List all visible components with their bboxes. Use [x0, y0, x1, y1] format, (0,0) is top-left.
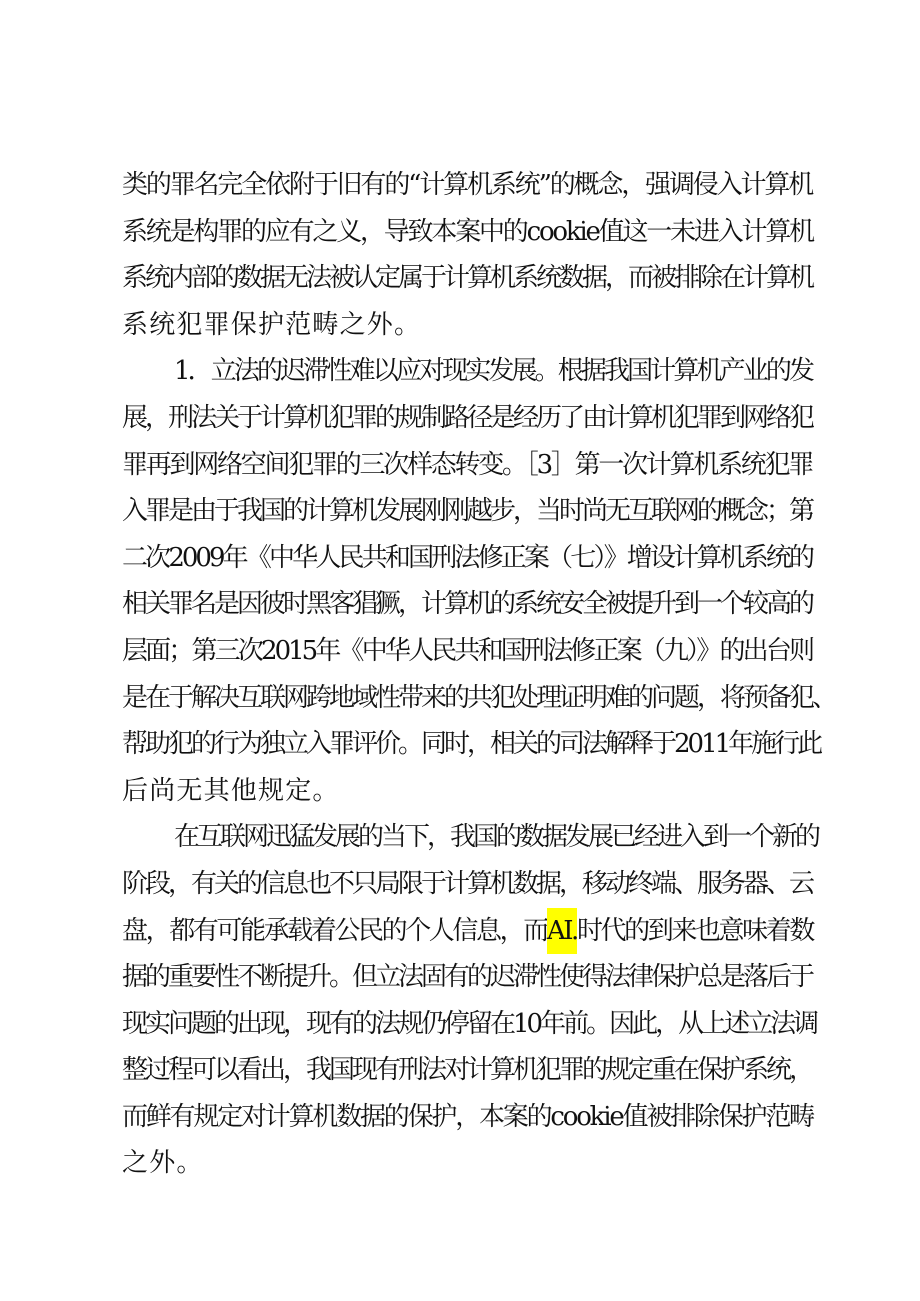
text-line: 入罪是由于我国的计算机发展刚刚越步，当时尚无互联网的概念；第: [122, 496, 813, 527]
document-body: [122, 162, 836, 1187]
text-line: 系统犯罪保护范畴之外。: [122, 309, 422, 340]
text-line: 整过程可以看出，我国现有刑法对计算机犯罪的规定重在保护系统，: [122, 1055, 813, 1086]
text-line: 层面；第三次2015年《中华人民共和国刑法修正案（九）》的出台则: [122, 635, 812, 666]
text-line: 之外。: [122, 1148, 204, 1179]
text-line: 1．立法的迟滞性难以应对现实发展。根据我国计算机产业的发: [174, 356, 812, 387]
text-line: 类的罪名完全依附于旧有的“计算机系统”的概念，强调侵入计算机: [122, 170, 812, 200]
text-line: 现实问题的出现，现有的法规仍停留在10年前。因此，从上述立法调: [122, 1008, 817, 1039]
text-line: 系统内部的数据无法被认定属于计算机系统数据，而被排除在计算机: [122, 263, 813, 294]
paragraph-2: [122, 348, 836, 814]
text-line: 后尚无其他规定。: [122, 775, 340, 806]
text-segment: 时代的到来也意味着数: [576, 915, 813, 946]
text-line: 是在于解决互联网跨地域性带来的共犯处理证明难的问题，将预备犯、: [122, 682, 836, 713]
highlighted-text: AI.: [547, 908, 577, 955]
text-segment: 盘，都有可能承载着公民的个人信息，而: [122, 915, 547, 946]
paragraph-1: [122, 162, 812, 348]
text-line: 系统是构罪的应有之义，导致本案中的cookie值这一未进入计算机: [122, 216, 813, 247]
text-line-with-highlight: [122, 908, 812, 955]
text-line: 阶段，有关的信息也不只局限于计算机数据，移动终端、服务器、云: [122, 868, 813, 899]
text-line: 二次2009年《中华人民共和国刑法修正案（七）》增设计算机系统的: [122, 542, 812, 573]
text-line: 相关罪名是因彼时黑客猖獗，计算机的系统安全被提升到一个较高的: [122, 589, 813, 620]
text-line: 而鲜有规定对计算机数据的保护，本案的cookie值被排除保护范畴: [122, 1101, 813, 1132]
text-line: 展，刑法关于计算机犯罪的规制路径是经历了由计算机犯罪到网络犯: [122, 402, 813, 433]
text-line: 据的重要性不断提升。但立法固有的迟滞性使得法律保护总是落后于: [122, 962, 813, 993]
text-line: 帮助犯的行为独立入罪评价。同时，相关的司法解释于2011年施行此: [122, 729, 821, 760]
paragraph-3: [122, 814, 819, 1187]
text-line: 罪再到网络空间犯罪的三次样态转变。［3］第一次计算机系统犯罪: [122, 449, 812, 480]
text-line: 在互联网迅猛发展的当下，我国的数据发展已经进入到一个新的: [174, 822, 819, 853]
